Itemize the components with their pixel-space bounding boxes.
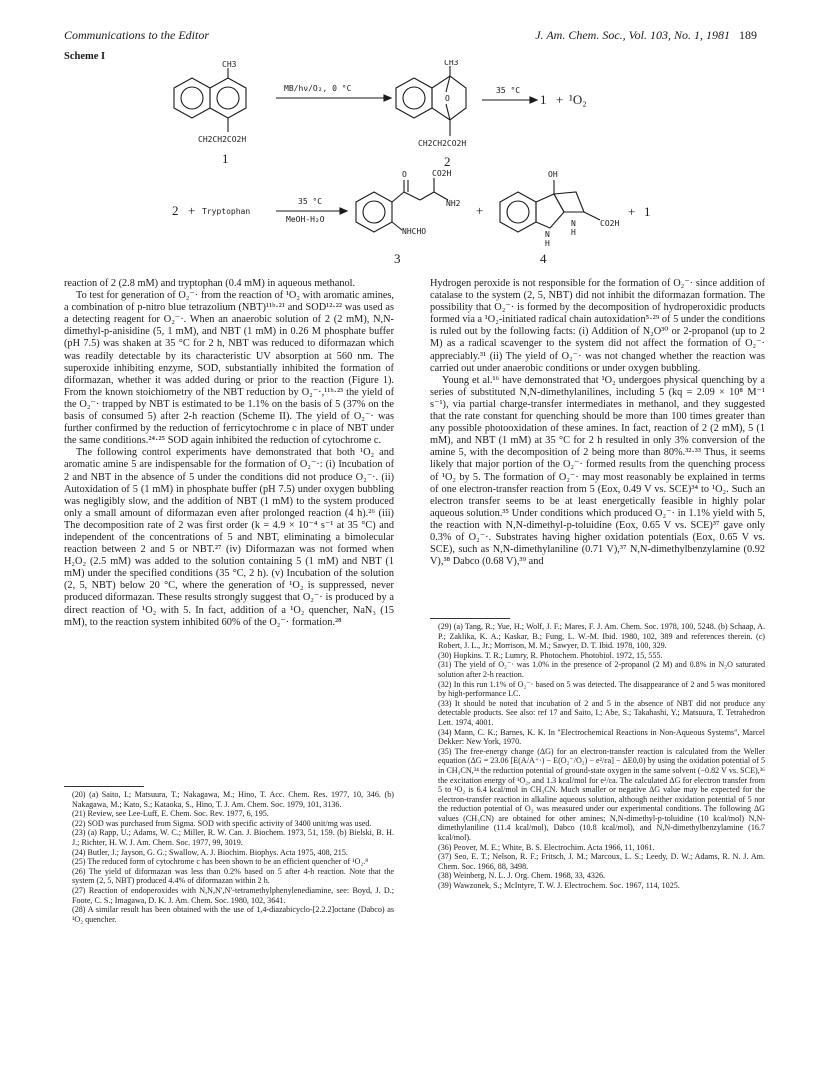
arrow-head-3 [340, 208, 347, 214]
compound-1-label: 1 [222, 151, 229, 166]
footnote: (30) Hopkins. T. R.; Lumry, R. Photochem. Photobiol. 1972, 15, 555. [438, 650, 663, 660]
product-1-label: 1 [540, 92, 547, 107]
reagent-label-2: 35 °C [496, 86, 521, 95]
footnote: (39) Wawzonek, S.; McIntyre, T. W. J. Electrochem. Soc. 1967, 114, 1025. [438, 881, 680, 891]
footnote: (29) (a) Tang, R.; Yue, H.; Wolf, J. F.; Mares, F. J. Am. Chem. Soc. 1978, 100, 5248. (b) Schaap, A. P.; Zaklika, K. A.; Kaskar, B.; Fung, L. W.-M. Ibid. 1980, 102, 389 and references therein. (c) Robert, J. L., Jr.; Morrison, M. M.; Sawyer, D. T. Ibid. 1978, 100, 329. [438, 622, 765, 651]
footnote: (32) In this run 1.1% of O₂⁻· based on 5 was detected. The disappearance of 2 and 5 was monitored by high-performance LC. [438, 679, 765, 699]
footnote: (20) (a) Saito, I.; Matsuura, T.; Nakagawa, M.; Hino, T. Acc. Chem. Res. 1977, 10, 346. (b) Nakagawa, M.; Kato, S.; Kataoka, S., Hino, T. J. Am. Chem. Soc. 1979, 101, 3136. [72, 790, 394, 809]
paragraph: Hydrogen peroxide is not responsible for the formation of O₂⁻· since addition of catalase to the system (2, 5, NBT) did not inhibit the diformazan formation. The possibility that O₂⁻· is formed by the decomposition of hydroperoxidic products formed via a ¹O₂-initiated radical chain autoxidation⁵·²⁹ of 5 under the conditions is ruled out by the following facts: (i) Addition of N₂O³⁰ or 2-propanol (up to 2 M) as a radical scavenger to the system did not affect the formation of O₂⁻· appreciably.³¹ (ii) The yield of O₂⁻· was not changed whether the reaction was carried out under anaerobic conditions or under oxygen bubbling. [430, 278, 765, 374]
footnote: (38) Weinberg, N. L. J. Org. Chem. 1968, 33, 4326. [438, 871, 606, 881]
page-header [64, 28, 757, 46]
scheme-drawing [64, 60, 764, 270]
peroxide-o-label: O [445, 94, 450, 103]
compound-2-label: 2 [444, 154, 451, 169]
plus-sign-4: + [628, 204, 636, 219]
paragraph: The following control experiments have demonstrated that both ¹O₂ and aromatic amine 5 are indispensable for the formation of O₂⁻·: (i) Incubation of 2 and NBT in the absence of 5 under the conditions did not produce O₂⁻·. (ii) Autoxidation of 5 (1 mM) in phosphate buffer (pH 7.5) under oxygen bubbling was negligibly slow, and the addition of NBT (1 mM) to the system produced only a small amount of diformazan even after prolonged reaction (4 h).²⁶ (iii) The decomposition rate of 2 was first order (k = 4.9 × 10⁻⁴ s⁻¹ at 35 °C) and independent of the concentrations of 5 and NBT, eliminating a bimolecular reaction between 2 and 5 or NBT.²⁷ (iv) Diformazan was not formed when H₂O₂ (2.5 mM) was added to the solution containing 5 (1 mM) and NBT (1 mM) under the specified conditions (35 °C, 2 h). (v) Incubation of the solution (2, 5, NBT) below 20 °C, where the generation of ¹O₂ is suppressed, never produced diformazan. These results strongly suggest that O₂⁻· is produced by a direct reaction of ¹O₂ with 5. In fact, addition of a ¹O₂ quencher, NaN₃ (15 mM), to the reaction system inhibited 60% of the O₂⁻· formation.²⁸ [64, 447, 394, 628]
plus-sign-3: + [476, 203, 484, 218]
singlet-oxygen-label: ¹O₂ [569, 92, 587, 107]
journal-citation [535, 28, 757, 43]
reagent-label: MB/hν/O₂, 0 °C [284, 84, 352, 93]
carbonyl-o-label: O [402, 170, 407, 179]
naphthalene-structure [174, 68, 246, 132]
scheme-label: Scheme I [64, 51, 106, 62]
nh2-label: NH2 [446, 199, 461, 208]
paragraph: Young et al.¹⁶ have demonstrated that ¹O₂ undergoes physical quenching by a series of substituted N,N-dimethylanilines, including 5 (kq = 2.09 × 10⁸ M⁻¹ s⁻¹), via partial charge-transfer intermediates in methanol, and they suggested that the rate constant for quenching should be more than 100 times greater than any possible photooxidation of these amines. In fact, reaction of 2 (2 mM), 5 (1 mM), and NBT (1 mM) at 35 °C for 2 h resulted in only 3% conversion of the amine 5, with the decomposition of 2 being more than 80%.³²·³³ Thus, it seems likely that major portion of the O₂⁻· formed results from the quenching process of ¹O₂ by 5. The formation of O₂⁻· may most reasonably be explained in terms of one electron-transfer reaction from 5 (Eox, 0.49 V vs. SCE)³⁴ to ¹O₂. Such an electron transfer seems to be at least energetically feasible in highly polar aqueous solution.³⁵ Under conditions which produced O₂⁻· in 1.1% yield with 5, the reaction with N,N-dimethyl-p-toluidine (Eox, 0.65 V vs. SCE)³⁷ gave only 0.3% of O₂⁻·. Substrates having higher oxidation potentials (Eox, 0.65 V vs. SCE), such as N,N-dimethylaniline (0.71 V),³⁷ N,N-dimethylbenzylamine (0.92 V),³⁸ Dabco (0.68 V),³⁹ and [430, 374, 765, 568]
compound-4-label: 4 [540, 251, 547, 266]
side-chain-label-2: CH2CH2CO2H [418, 139, 467, 148]
footnote-divider [64, 786, 144, 787]
side-chain-label: CH2CH2CO2H [198, 135, 247, 144]
paragraph: reaction of 2 (2.8 mM) and tryptophan (0.4 mM) in aqueous methanol. [64, 278, 356, 289]
footnote: (36) Peover, M. E.; White, B. S. Electrochim. Acta 1966, 11, 1061. [438, 842, 655, 852]
footnote: (28) A similar result has been obtained with the use of 1,4-diazabicyclo-[2.2.2]octane (Dabco) as ¹O₂ quencher. [72, 905, 394, 924]
footnote: (23) (a) Rapp, U.; Adams, W. C.; Miller, R. W. Can. J. Biochem. 1973, 51, 159. (b) Bielski, B. H. J.; Richter, H. W. J. Am. Chem. Soc. 1977, 99, 3019. [72, 828, 394, 847]
reaction-scheme [64, 60, 764, 270]
temperature-label: 35 °C [298, 197, 323, 206]
pyrroloindole-structure [500, 180, 600, 232]
ch3-label-2: CH3 [444, 60, 459, 67]
footnote: (27) Reaction of endoperoxides with N,N,N′,N′-tetramethylphenylenediamine, see: Boyd, J. D.; Foote, C. S.; Imagawa, D. K. J. Am. Chem. Soc. 1980, 102, 3641. [72, 885, 394, 905]
journal-volume: Vol. 103, No. 1, 1981 [628, 28, 730, 42]
footnotes-right [430, 622, 765, 891]
endoperoxide-structure [396, 66, 466, 136]
page-number: 189 [739, 28, 757, 42]
product-1-label-2: 1 [644, 204, 651, 219]
footnote: (26) The yield of diformazan was less than 0.2% based on 5 after 4-h reaction. Note that the system (2, 5, NBT) produced 4.4% of diformazan within 2 h. [72, 866, 394, 886]
journal-name: J. Am. Chem. Soc., [535, 28, 626, 42]
paragraph: To test for generation of O₂⁻· from the reaction of ¹O₂ with aromatic amines, a combination of p-nitro blue tetrazolium (NBT)¹¹ᵇ·²¹ and SOD¹²·²² was used as a detecting reagent for O₂⁻·. When an anaerobic solution of 2 (2 mM), N,N-dimethyl-p-anisidine (5, 1 mM), and NBT (1 mM) in 0.26 M phosphate buffer (pH 7.5) was shaken at 35 °C for 2 h, NBT was reduced to diformazan which was readily detectable by its characteristic UV absorption at 560 nm. The superoxide inhibiting enzyme, SOD, substantially inhibited the formation of diformazan, whether it was added during or prior to the reaction (Figure 1). From the known stoichiometry of the NBT reduction by O₂⁻·,¹¹ᵇ·²³ the yield of the O₂⁻· trapped by NBT is estimated to be 1.1% on the basis of 5 (37% on the basis of consumed 5) after 2-h reaction (Scheme II). The yield of O₂⁻· was further confirmed by the reduction of ferricytochrome c in place of NBT under the same conditions.²⁴·²⁵ SOD again inhibited the reduction of cytochrome c. [64, 290, 394, 447]
reactant-2-label: 2 [172, 203, 179, 218]
co2h-label: CO2H [432, 169, 452, 178]
solvent-label: MeOH-H₂O [286, 215, 325, 224]
arrow-head [384, 95, 391, 101]
footnote: (25) The reduced form of cytochrome c has been shown to be an efficient quencher of ¹O₂.⁸ [72, 857, 369, 867]
footnote: (31) The yield of O₂⁻· was 1.0% in the presence of 2-propanol (2 M) and 0.8% in N₂O saturated solution after 2-h reaction. [438, 660, 765, 679]
nitrogen-label-2: N [571, 219, 576, 228]
plus-sign-2: + [188, 203, 196, 218]
formylkynurenine-structure [356, 178, 448, 232]
nhcho-label: NHCHO [402, 227, 427, 236]
arrow-head-2 [530, 97, 537, 103]
section-title: Communications to the Editor [64, 28, 209, 42]
footnote: (22) SOD was purchased from Sigma. SOD with specific activity of 3400 unit/mg was used. [72, 818, 372, 828]
footnotes-left [64, 790, 394, 924]
co2h-label-2: CO2H [600, 219, 620, 228]
compound-3-label: 3 [394, 251, 401, 266]
footnote: (21) Review, see Lee-Luff, E. Chem. Soc. Rev. 1977, 6, 195. [72, 809, 269, 819]
footnote: (34) Mann, C. K.; Barnes, K. K. In "Electrochemical Reactions in Non-Aqueous Systems", Marcel Dekker: New York, 1970. [438, 727, 765, 747]
footnote: (33) It should be noted that incubation of 2 and 5 in the absence of NBT did not produce any detectable products. See also: ref 17 and Saito, I.; Abe, S.; Takahashi, Y.; Matsuura, T. Tetrahedron Lett. 1974, 4001. [438, 698, 765, 727]
footnote: (37) Seo, E. T.; Nelson, R. F.; Fritsch, J. M.; Marcoux, L. S.; Leedy, D. W.; Adams, R. N. J. Am. Chem. Soc. 1966, 88, 3498. [438, 852, 765, 871]
nitrogen-label-1: N [545, 230, 550, 239]
hydroxyl-label: OH [548, 170, 558, 179]
footnote-divider-right [430, 618, 510, 619]
right-column [430, 278, 765, 568]
hydrogen-label-1: H [545, 239, 550, 248]
footnote: (24) Butler, J.; Jayson, G. G.; Swallow, A. J. Biochim. Biophys. Acta 1975, 408, 215. [72, 847, 348, 857]
ch3-label: CH3 [222, 60, 237, 69]
left-column [64, 278, 394, 629]
footnote: (35) The free-energy change (ΔG) for an electron-transfer reaction is calculated from the Weller equation (ΔG = 23.06 [E(A/A⁺·) − E(O₂⁻/O₂) − e²/εa] − ΔE0,0) by using the oxidation potential of 5 in CH₃CN,³⁴ the reduction potential of ground-state oxygen in the same solvent (−0.82 V vs. SCE),³⁶ the excitation energy of ¹O₂, and 1.3 kcal/mol for e²/εa. The calculated ΔG for electron transfer from 5 to ¹O₂ is 6.4 kcal/mol in CH₃CN. Much smaller or negative ΔG value may be expected for the electron-transfer reaction in alkaline aqueous solution, although neither oxidation potential of 5 nor the reduction potential of O₂ was measured under our experimental conditions. The following ΔG values (CH₃CN) are obtained for other amines; N,N-dimethyl-p-toluidine (10 kcal/mol) N,N-dimethylaniline (11.4 kcal/mol), Dabco (10.8 kcal/mol), and N,N-dimethylbenzylamine (16.7 kcal/mol). [438, 746, 765, 843]
plus-sign: + [556, 92, 564, 107]
hydrogen-label-2: H [571, 228, 576, 237]
tryptophan-label: Tryptophan [202, 207, 251, 216]
